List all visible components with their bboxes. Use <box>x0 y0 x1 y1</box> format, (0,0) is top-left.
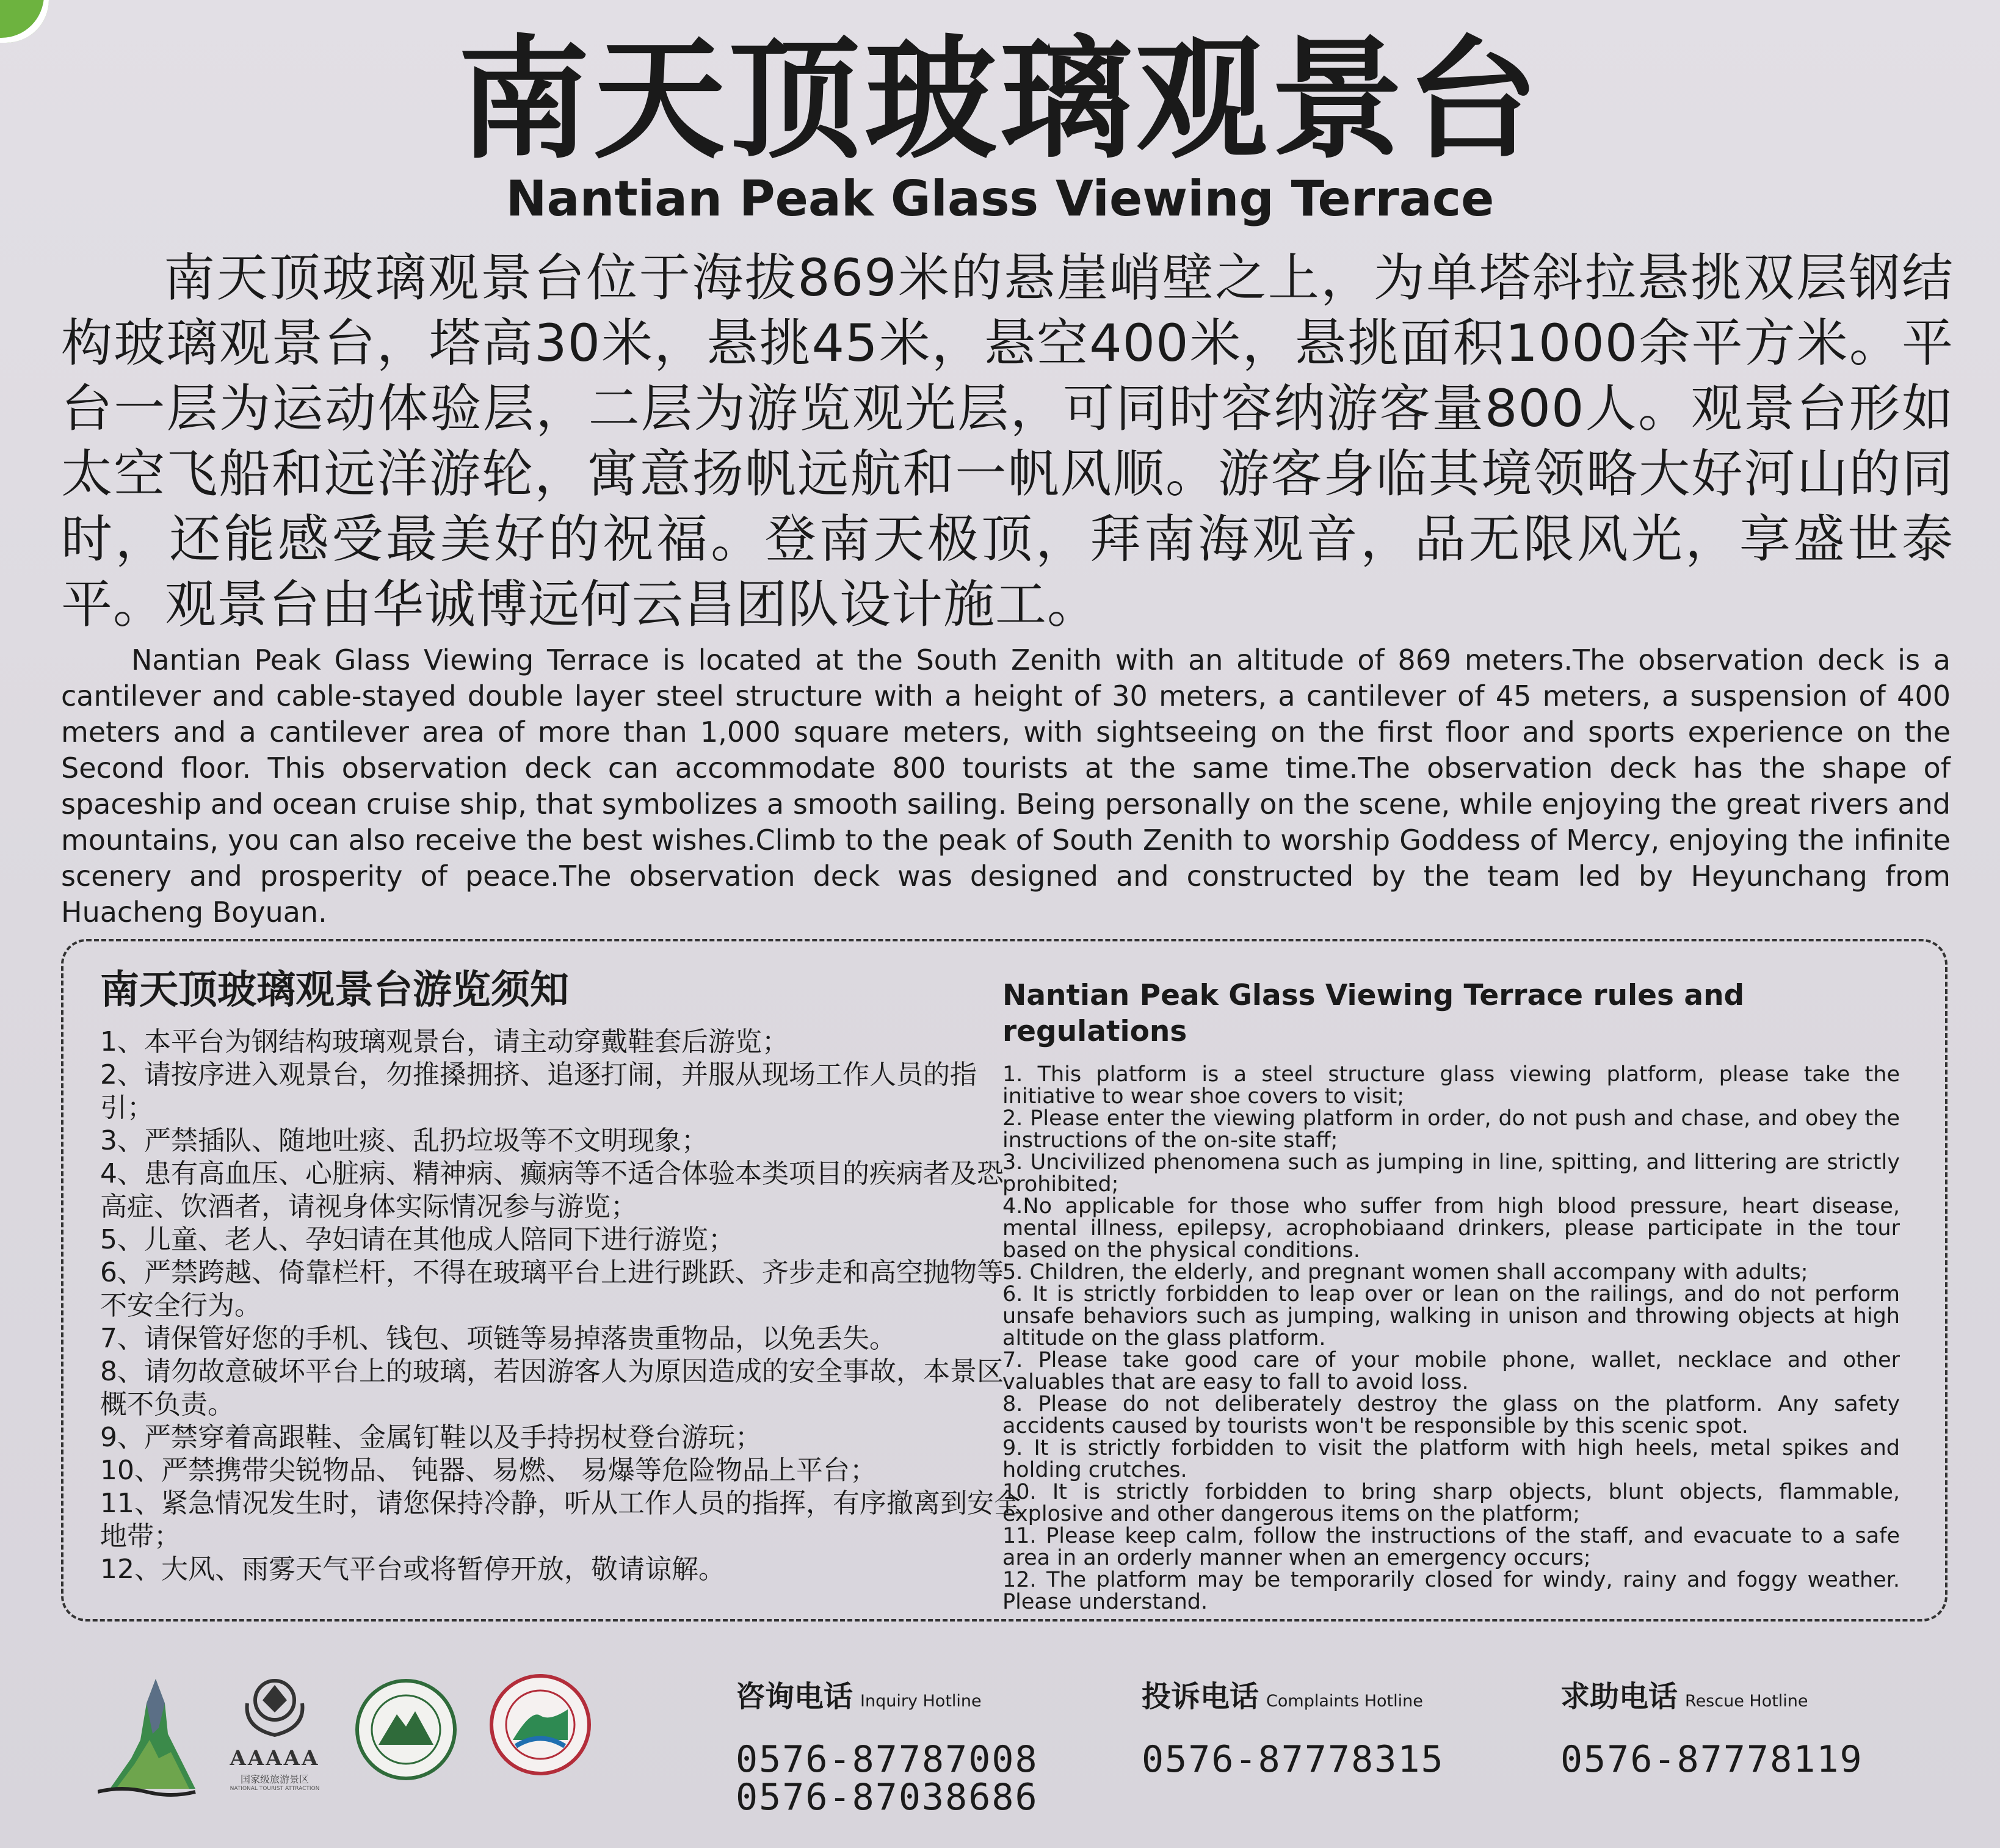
rule-zh-item: 2、请按序进入观景台，勿推搡拥挤、追逐打闹，并服从现场工作人员的指引； <box>100 1059 977 1123</box>
rule-zh-item: 9、严禁穿着高跟鞋、金属钉鞋以及手持拐杖登台游玩； <box>100 1422 762 1453</box>
rule-zh-item: 8、请勿故意破坏平台上的玻璃，若因游客人为原因造成的安全事故，本景区概不负责。 <box>100 1356 1004 1420</box>
rule-en-item: 8. Please do not deliberately destroy the glass on the platform. Any safety accidents caused by tourists won't be responsible by this scenic spot. <box>1002 1391 1900 1438</box>
rule-zh-item: 7、请保管好您的手机、钱包、项链等易掉落贵重物品，以免丢失。 <box>100 1323 896 1354</box>
national-5a-attraction-logo <box>220 1667 330 1801</box>
rule-zh-item: 4、患有高血压、心脏病、精神病、癫病等不适合体验本类项目的疾病者及恐高症、饮酒者，请视身体实际情况参与游览； <box>100 1158 1004 1222</box>
rule-zh-item: 5、儿童、老人、孕妇请在其他成人陪同下进行游览； <box>100 1224 735 1255</box>
rescue-number[interactable]: 0576-87778119 <box>1560 1738 1863 1781</box>
rules-chinese-list <box>100 1026 1022 1586</box>
inquiry-hotline <box>736 1673 1038 1819</box>
inquiry-number[interactable]: 0576-87038686 <box>736 1776 1038 1819</box>
rule-zh-item: 12、大风、雨雾天气平台或将暂停开放，敬请谅解。 <box>100 1554 725 1585</box>
inquiry-label-zh: 咨询电话 <box>736 1680 853 1714</box>
rule-zh-item: 6、严禁跨越、倚靠栏杆，不得在玻璃平台上进行跳跃、齐步走和高空抛物等不安全行为。 <box>100 1257 1004 1321</box>
rule-zh-item: 3、严禁插队、随地吐痰、乱扔垃圾等不文明现象； <box>100 1125 708 1156</box>
rules-panel <box>61 939 1947 1622</box>
rules-chinese-heading: 南天顶玻璃观景台游览须知 <box>100 968 569 1013</box>
rescue-label-en: Rescue Hotline <box>1685 1692 1808 1711</box>
rule-en-item: 7. Please take good care of your mobile phone, wallet, necklace and other valuables that are easy to fall to avoid loss. <box>1002 1347 1900 1394</box>
complaints-number[interactable]: 0576-87778315 <box>1142 1738 1444 1781</box>
aaaaa-sub-en: NATIONAL TOURIST ATTRACTION <box>230 1786 320 1792</box>
rule-en-item: 2. Please enter the viewing platform in order, do not push and chase, and obey the instructions of the on-site staff; <box>1002 1106 1900 1153</box>
inquiry-label-en: Inquiry Hotline <box>860 1692 982 1711</box>
title-english: Nantian Peak Glass Viewing Terrace <box>505 170 1495 227</box>
rescue-label-zh: 求助电话 <box>1560 1680 1678 1714</box>
rescue-hotline <box>1560 1673 1863 1781</box>
rule-en-item: 9. It is strictly forbidden to visit the platform with high heels, metal spikes and holding crutches. <box>1002 1435 1900 1482</box>
aaaaa-label: AAAAA <box>230 1746 320 1770</box>
national-geopark-logo <box>488 1673 592 1777</box>
rule-en-item: 1. This platform is a steel structure glass viewing platform, please take the initiative to wear shoe covers to visit; <box>1002 1062 1900 1109</box>
rule-zh-item: 1、本平台为钢结构玻璃观景台，请主动穿戴鞋套后游览； <box>100 1026 789 1057</box>
rules-english-list <box>1002 1064 1900 1613</box>
rule-en-item: 3. Uncivilized phenomena such as jumping in line, spitting, and littering are strictly prohibited; <box>1002 1150 1900 1197</box>
national-park-of-china-logo <box>354 1678 458 1781</box>
intro-english: Nantian Peak Glass Viewing Terrace is located at the South Zenith with an altitude of 869 meters.The observation deck is a cantilever and cable-stayed double layer steel structure with a height of 30 meters, a cantilever of 45 meters, a suspension of 400 meters and a cantilever area of more than 1,000 square meters, with sightseeing on the first floor and sports experience on the Second floor. This observation deck can accommodate 800 tourists at the same time.The observation deck has the shape of spaceship and ocean cruise ship, that symbolizes a smooth sailing. Being personally on the scene, while enjoying the great rivers and mountains, you can also receive the best wishes.Climb to the peak of South Zenith to worship Goddess of Mercy, enjoying the infinite scenery and prosperity of peace.The observation deck was designed and constructed by the team led by Heyunchang from Huacheng Boyuan. <box>61 643 1951 929</box>
rules-english <box>1002 978 1900 1613</box>
complaints-hotline <box>1142 1673 1444 1781</box>
intro-chinese: 南天顶玻璃观景台位于海拔869米的悬崖峭壁之上，为单塔斜拉悬挑双层钢结构玻璃观景台，塔高30米，悬挑45米，悬空400米，悬挑面积1000余平方米。平台一层为运动体验层，二层为游览观光层，可同时容纳游客量800人。观景台形如太空飞船和远洋游轮，寓意扬帆远航和一帆风顺。游客身临其境领略大好河山的同时，还能感受最美好的祝福。登南天极顶，拜南海观音，品无限风光，享盛世泰平。观景台由华诚博远何云昌团队设计施工。 <box>61 248 1954 634</box>
rule-en-item: 11. Please keep calm, follow the instructions of the staff, and evacuate to a safe area in an orderly manner when an emergency occurs; <box>1002 1523 1900 1570</box>
rule-en-item: 6. It is strictly forbidden to leap over or lean on the railings, and do not perform unsafe behaviors such as jumping, walking in unison and throwing objects at high altitude on the glass platform. <box>1002 1281 1900 1350</box>
rule-zh-item: 10、严禁携带尖锐物品、 钝器、易燃、 易爆等危险物品上平台； <box>100 1455 877 1486</box>
logo-row <box>98 1667 611 1801</box>
rules-english-heading: Nantian Peak Glass Viewing Terrace rules and regulations <box>1002 979 1745 1048</box>
rule-zh-item: 11、紧急情况发生时，请您保持冷静，听从工作人员的指挥，有序撤离到安全地带； <box>100 1488 1021 1552</box>
aaaaa-sub-zh: 国家级旅游景区 <box>240 1774 309 1785</box>
rule-en-item: 10. It is strictly forbidden to bring sharp objects, blunt objects, flammable, explosive and other dangerous items on the platform; <box>1002 1479 1900 1526</box>
inquiry-number[interactable]: 0576-87787008 <box>736 1738 1038 1781</box>
title-chinese: 南天顶玻璃观景台 <box>457 23 1542 176</box>
rules-chinese <box>100 966 1022 1586</box>
rule-en-item: 4.No applicable for those who suffer from high blood pressure, heart disease, mental illness, epilepsy, acrophobiaand drinkers, please participate in the tour based on the physical conditions. <box>1002 1194 1900 1263</box>
complaints-label-zh: 投诉电话 <box>1142 1680 1259 1714</box>
complaints-label-en: Complaints Hotline <box>1266 1692 1423 1711</box>
scenic-area-logo <box>98 1667 201 1801</box>
rule-en-item: 12. The platform may be temporarily closed for windy, rainy and foggy weather. Please understand. <box>1002 1567 1900 1614</box>
rule-en-item: 5. Children, the elderly, and pregnant women shall accompany with adults; <box>1002 1259 1808 1285</box>
